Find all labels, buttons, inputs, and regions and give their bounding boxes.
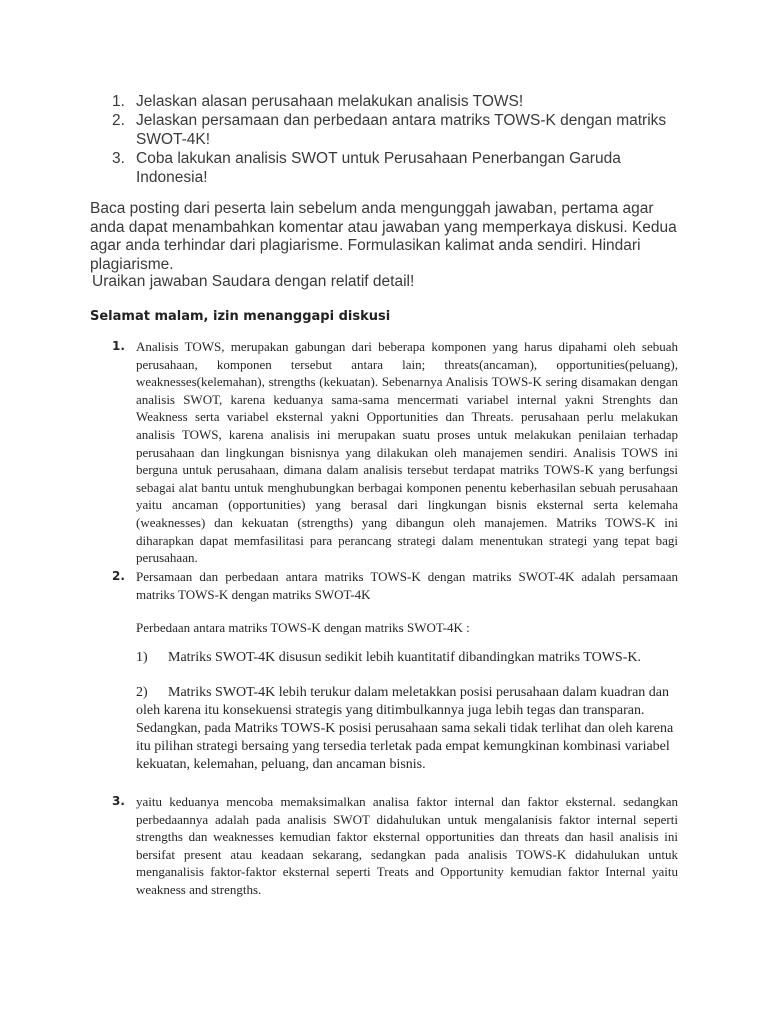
difference-item	[136, 649, 681, 667]
question-number: 2.	[112, 112, 125, 129]
question-item	[90, 111, 680, 149]
difference-number: 1)	[136, 650, 148, 665]
answer-text: yaitu keduanya mencoba memaksimalkan analisa faktor internal dan faktor eksternal. sedangkan perbedaannya adalah pada analisis SWOT didahulukan untuk mengalanisis faktor internal seperti strengths dan weaknesses kemudian faktor eksternal opportunities dan threats dan hasil analisis ini bersifat present atau keadaan sekarang, sedangkan pada analisis TOWS-K didahulukan untuk menganalisis faktor-faktor eksternal seperti Treats and Opportunity kemudian faktor Internal yaitu weakness and strengths.	[136, 794, 678, 897]
question-number: 3.	[112, 150, 125, 167]
answer-text: Persamaan dan perbedaan antara matriks TOWS-K dengan matriks SWOT-4K adalah persamaan matriks TOWS-K dengan matriks SWOT-4K	[136, 569, 678, 602]
question-text: Jelaskan alasan perusahaan melakukan analisis TOWS!	[136, 93, 524, 110]
prompt-paragraph: Uraikan jawaban Saudara dengan relatif detail!	[92, 273, 415, 290]
instructions-paragraph: Baca posting dari peserta lain sebelum anda mengunggah jawaban, pertama agar anda dapat menambahkan komentar atau jawaban yang memperkaya diskusi. Kedua agar anda terhindar dari plagiarisme. Formulasikan kalimat anda sendiri. Hindari plagiarisme.	[90, 200, 677, 273]
answer-text: Analisis TOWS, merupakan gabungan dari beberapa komponen yang harus dipahami oleh sebuah perusahaan, komponen tersebut antara lain; threats(ancaman), opportunities(peluang), weaknesses(kelemahan), strengths (kekuatan). Sebenarnya Analisis TOWS-K sering disamakan dengan analisis SWOT, karena keduanya sama-sama mencermati variabel internal yakni Strenghts dan Weakness serta variabel eksternal yakni Opportunities dan Threats. perusahaan perlu melakukan analisis TOWS, karena analisis ini merupakan suatu proses untuk melakukan penilaian terhadap perusahaan dan lingkungan bisnisnya yang dilakukan oleh manajemen sendiri. Analisis TOWS ini berguna untuk perusahaan, dimana dalam analisis tersebut terdapat matriks TOWS-K yang berfungsi sebagai alat bantu untuk menghubungkan berbagai komponen penentu keberhasilan sebuah perusahaan yaitu ancaman (opportunities) yang berasal dari lingkungan bisnis eksternal serta kelemaha (weaknesses) dan kekuatan (strengths) yang dibangun oleh manajemen. Matriks TOWS-K ini diharapkan dapat memfasilitasi para perancang strategi dalam menentukan strategi yang tepat bagi perusahaan.	[136, 339, 678, 566]
question-text: Jelaskan persamaan dan perbedaan antara matriks TOWS-K dengan matriks SWOT-4K!	[136, 112, 667, 148]
difference-item	[136, 684, 681, 774]
question-list	[90, 92, 680, 187]
answer-2	[112, 568, 678, 603]
difference-title: Perbedaan antara matriks TOWS-K dengan matriks SWOT-4K :	[136, 620, 470, 635]
question-item	[90, 149, 680, 187]
difference-number: 2)	[136, 685, 148, 700]
answer-number: 2.	[112, 569, 125, 583]
answer-number: 3.	[112, 794, 125, 808]
question-number: 1.	[112, 93, 125, 110]
answer-3	[112, 793, 678, 899]
question-item	[90, 92, 680, 111]
greeting-heading: Selamat malam, izin menanggapi diskusi	[90, 309, 391, 324]
question-text: Coba lakukan analisis SWOT untuk Perusahaan Penerbangan Garuda Indonesia!	[136, 150, 621, 186]
answer-number: 1.	[112, 339, 125, 353]
difference-text: Matriks SWOT-4K lebih terukur dalam meletakkan posisi perusahaan dalam kuadran dan oleh karena itu konsekuensi strategis yang ditimbulkannya juga lebih tegas dan transparan. Sedangkan, pada Matriks TOWS-K posisi perusahaan sama sekali tidak terlihat dan oleh karena itu pilihan strategi bersaing yang tersedia terletak pada empat kemungkinan kombinasi variabel kekuatan, kelemahan, peluang, dan ancaman bisnis.	[136, 685, 674, 772]
answer-1	[112, 338, 678, 567]
difference-text: Matriks SWOT-4K disusun sedikit lebih kuantitatif dibandingkan matriks TOWS-K.	[168, 650, 641, 665]
